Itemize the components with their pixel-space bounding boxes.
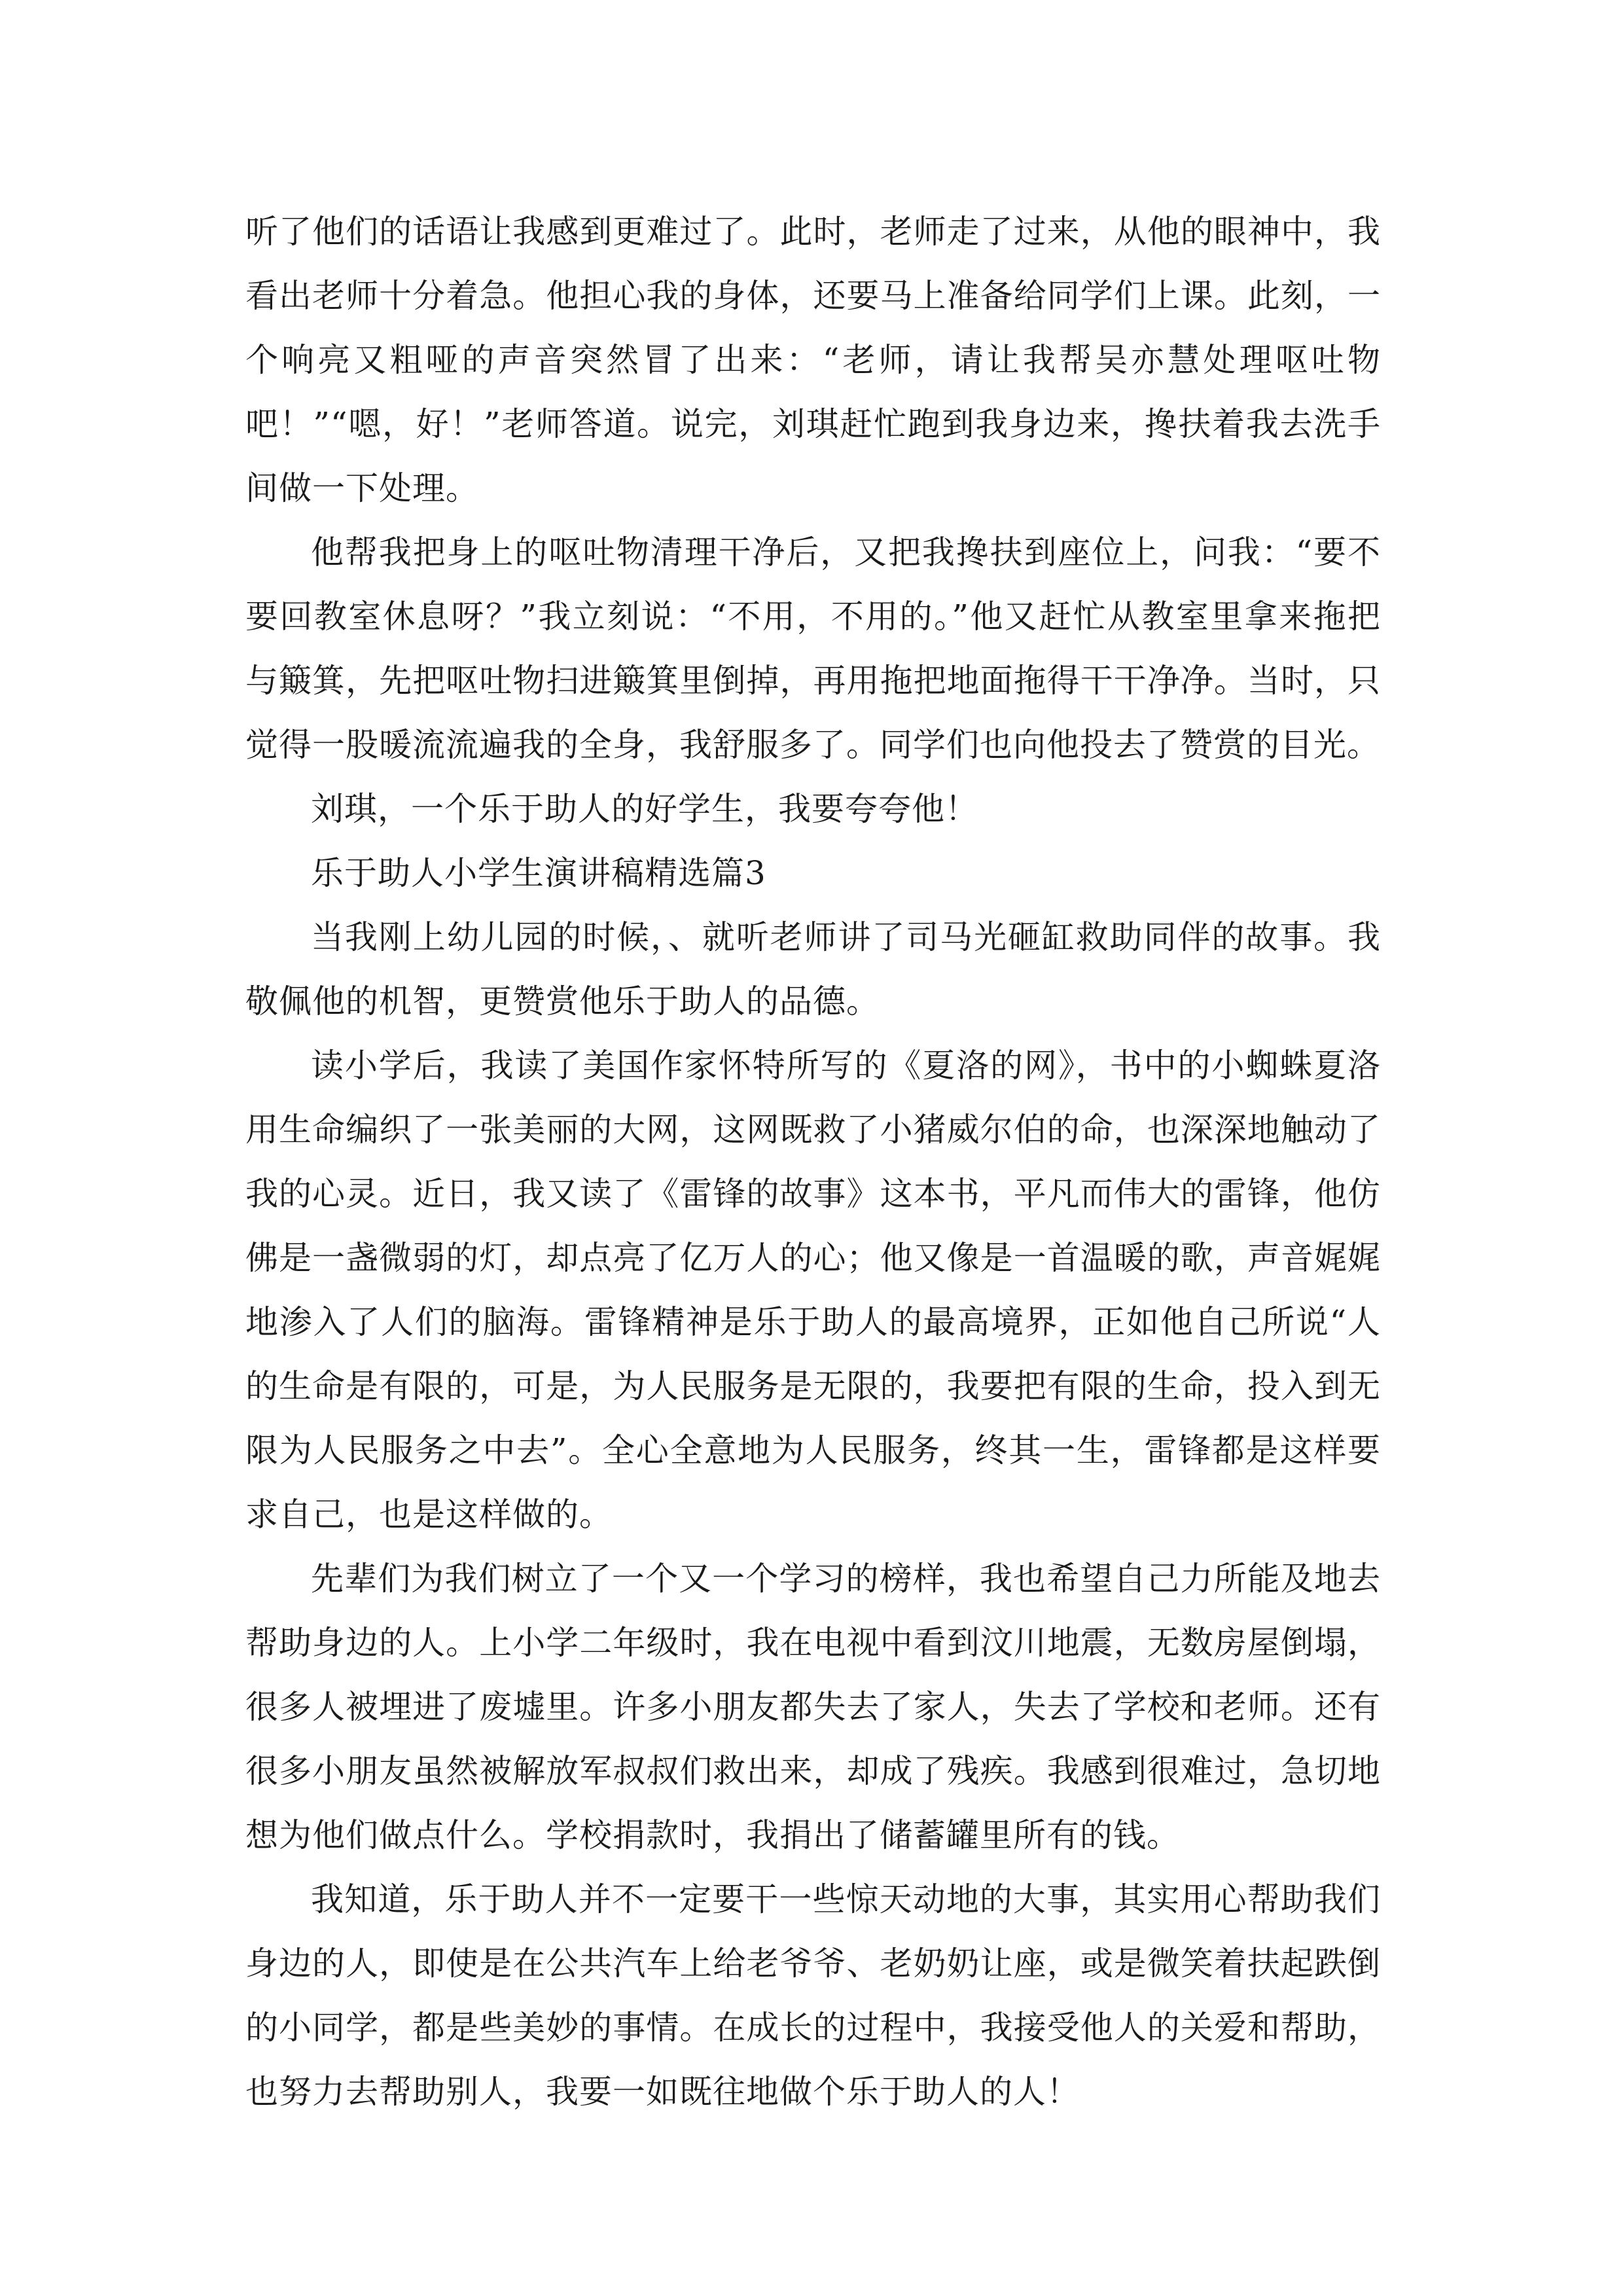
paragraph: 我知道，乐于助人并不一定要干一些惊天动地的大事，其实用心帮助我们身边的人，即使是在公共汽车上给老爷爷、老奶奶让座，或是微笑着扶起跌倒的小同学，都是些美妙的事情。在成长的过程中，我接受他人的关爱和帮助，也努力去帮助别人，我要一如既往地做个乐于助人的人！ xyxy=(245,1880,1381,2111)
paragraph: 读小学后，我读了美国作家怀特所写的《夏洛的网》，书中的小蜘蛛夏洛用生命编织了一张美丽的大网，这网既救了小猪威尔伯的命，也深深地触动了我的心灵。近日，我又读了《雷锋的故事》这本书，平凡而伟大的雷锋，他仿佛是一盏微弱的灯，却点亮了亿万人的心；他又像是一首温暖的歌，声音娓娓地渗入了人们的脑海。雷锋精神是乐于助人的最高境界，正如他自己所说“人的生命是有限的，可是，为人民服务是无限的，我要把有限的生命，投入到无限为人民服务之中去”。全心全意地为人民服务，终其一生，雷锋都是这样要求自己，也是这样做的。 xyxy=(245,1047,1381,1534)
paragraph-continued: 听了他们的话语让我感到更难过了。此时，老师走了过来，从他的眼神中，我看出老师十分着急。他担心我的身体，还要马上准备给同学们上课。此刻，一个响亮又粗哑的声音突然冒了出来：“老师，请让我帮吴亦慧处理呕吐物吧！”“嗯，好！”老师答道。说完，刘琪赶忙跑到我身边来，搀扶着我去洗手间做一下处理。 xyxy=(245,213,1381,507)
document-body xyxy=(245,200,1381,2124)
paragraph: 当我刚上幼儿园的时候，、就听老师讲了司马光砸缸救助同伴的故事。我敬佩他的机智，更赞赏他乐于助人的品德。 xyxy=(245,918,1381,1020)
paragraph: 刘琪，一个乐于助人的好学生，我要夸夸他！ xyxy=(311,790,978,828)
paragraph: 先辈们为我们树立了一个又一个学习的榜样，我也希望自己力所能及地去帮助身边的人。上小学二年级时，我在电视中看到汶川地震，无数房屋倒塌，很多人被埋进了废墟里。许多小朋友都失去了家人，失去了学校和老师。还有很多小朋友虽然被解放军叔叔们救出来，却成了残疾。我感到很难过，急切地想为他们做点什么。学校捐款时，我捐出了储蓄罐里所有的钱。 xyxy=(245,1560,1381,1854)
section-heading: 乐于助人小学生演讲稿精选篇3 xyxy=(311,854,766,892)
paragraph: 他帮我把身上的呕吐物清理干净后，又把我搀扶到座位上，问我：“要不要回教室休息呀？”我立刻说：“不用，不用的。”他又赶忙从教室里拿来拖把与簸箕，先把呕吐物扫进簸箕里倒掉，再用拖把地面拖得干干净净。当时，只觉得一股暖流流遍我的全身，我舒服多了。同学们也向他投去了赞赏的目光。 xyxy=(245,533,1381,764)
